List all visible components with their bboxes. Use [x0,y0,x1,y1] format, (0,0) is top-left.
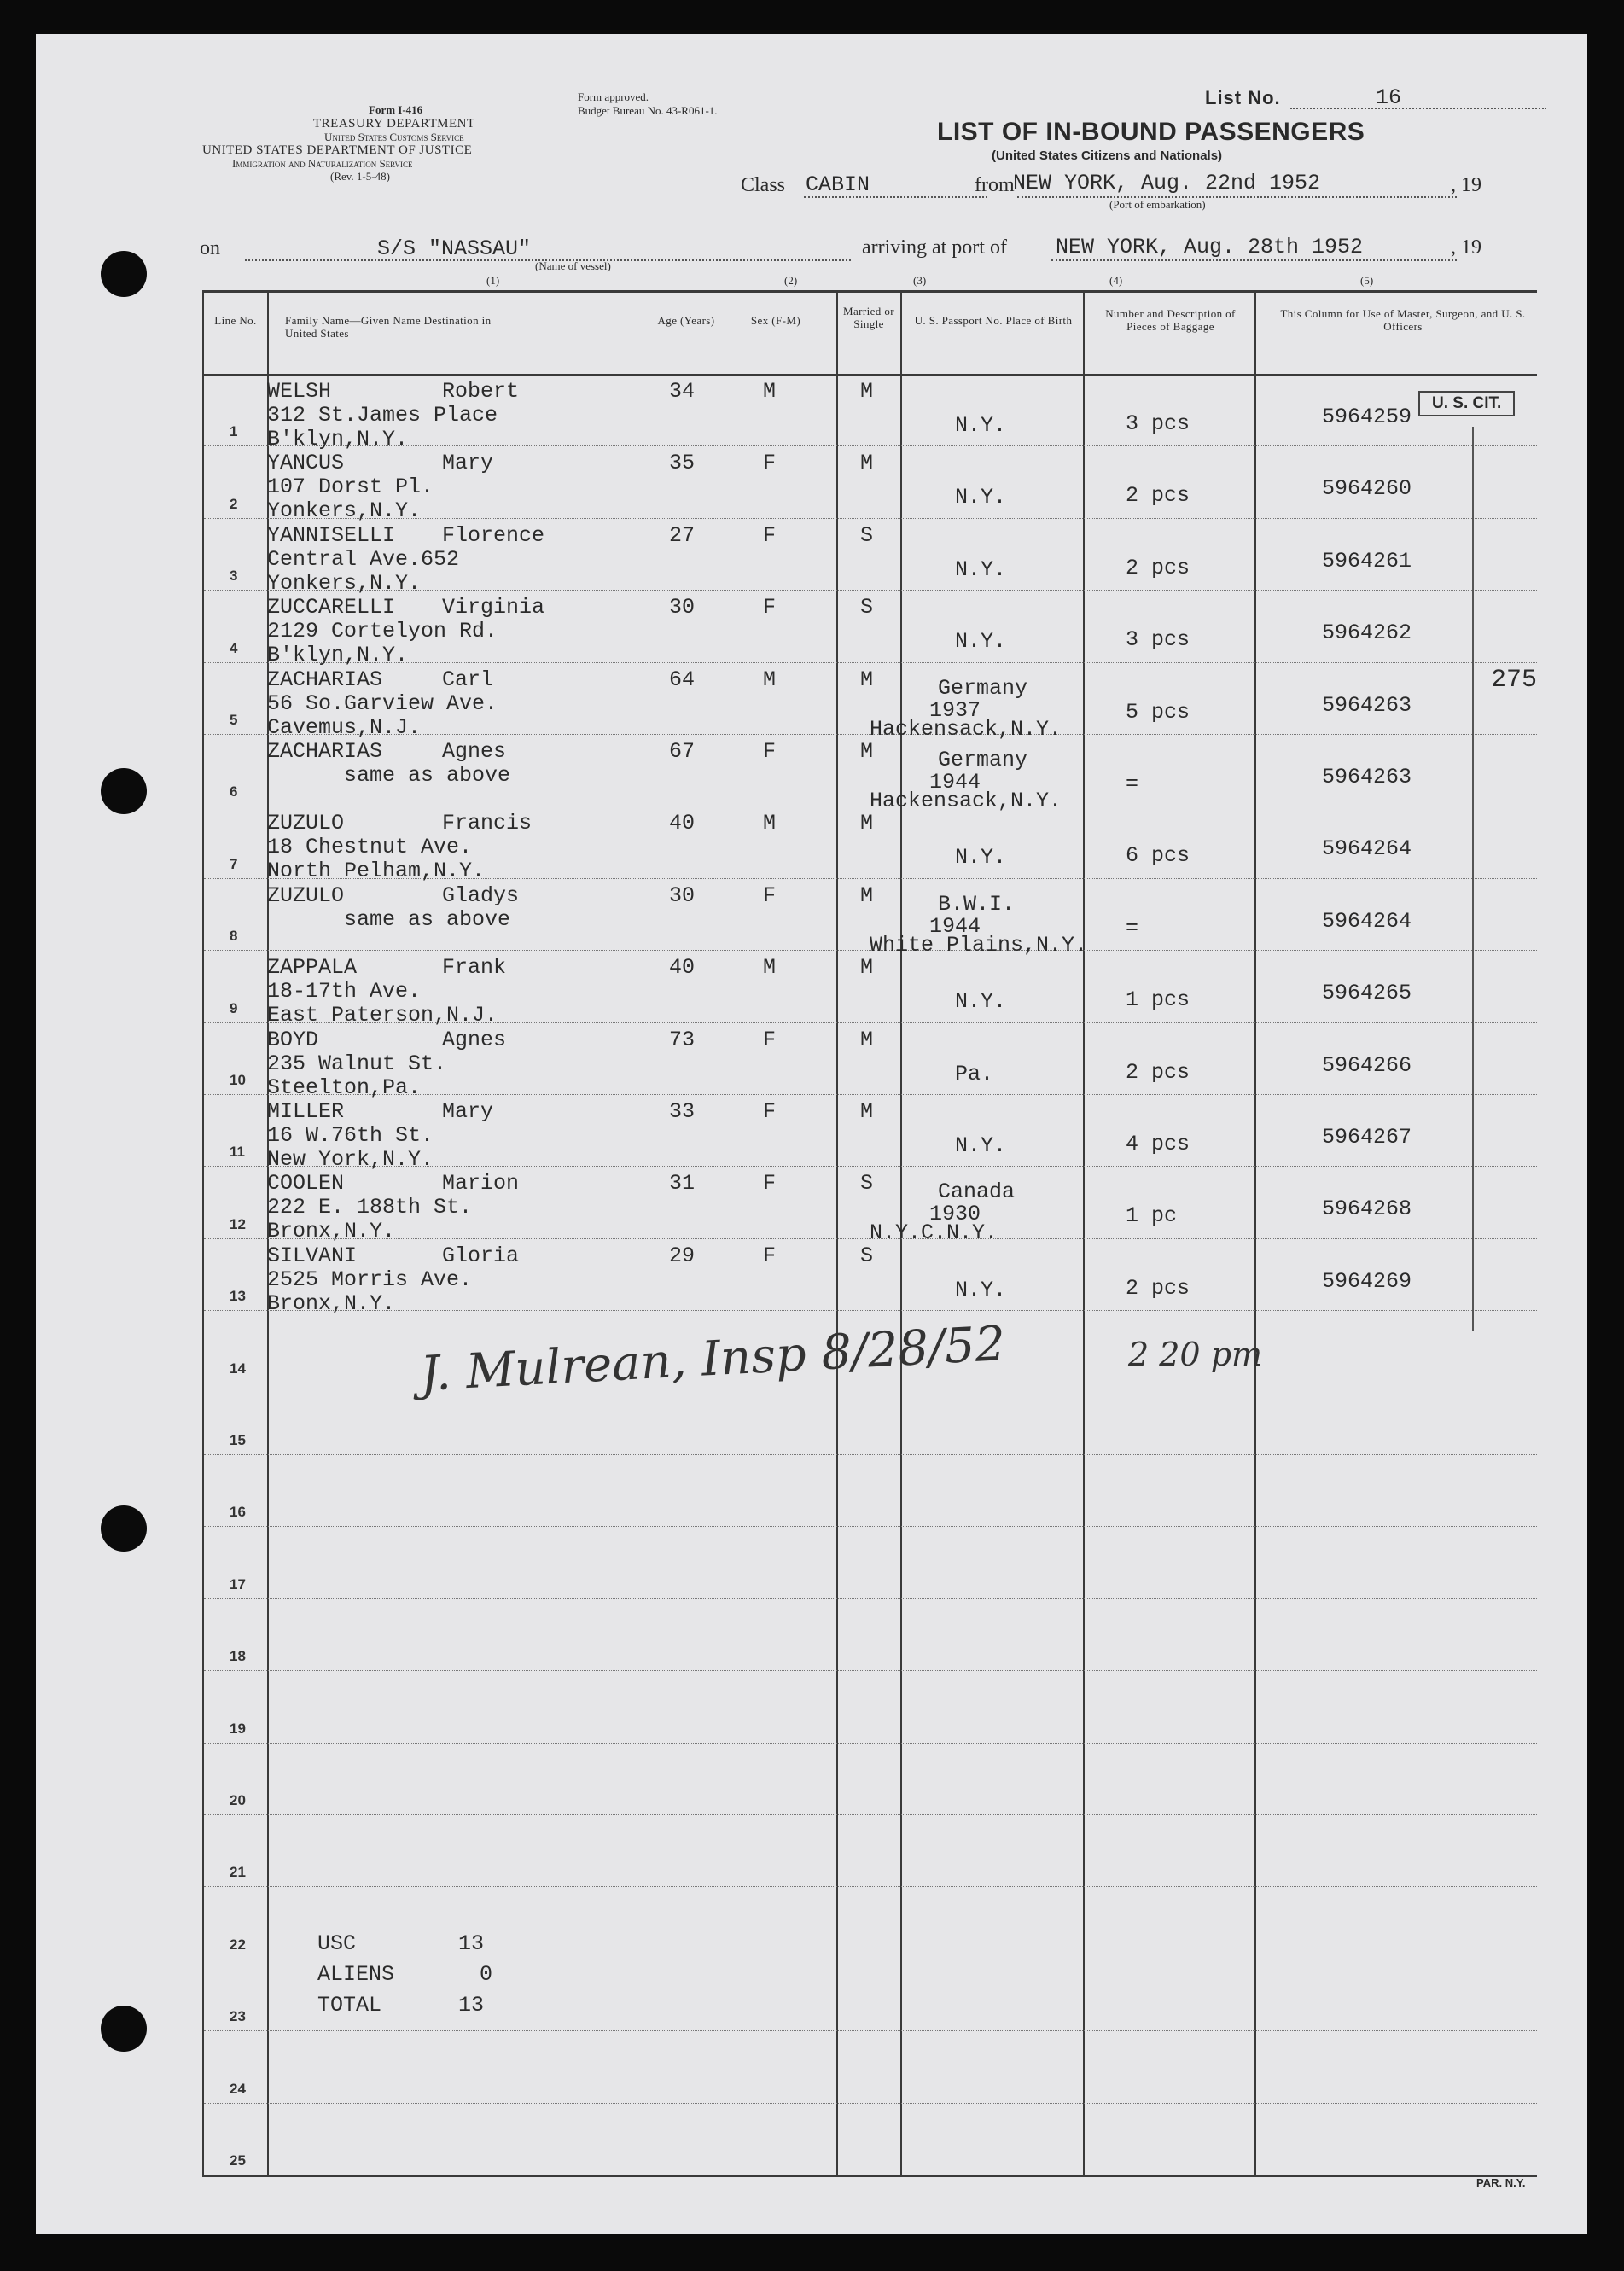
row-divider [204,2103,1537,2104]
margin-note: 275 [1491,666,1538,695]
age: 30 [669,882,696,908]
given-name: Robert [442,379,520,404]
age: 40 [669,955,696,981]
baggage: 2 pcs [1126,1059,1190,1085]
row-divider [204,1454,1537,1455]
total-row-total: TOTAL 13 [317,1993,485,2018]
age: 33 [669,1099,696,1124]
family-name: ZAPPALA [267,955,358,981]
sex: F [763,451,777,476]
col-num-1: (1) [486,274,500,287]
address-line-1: same as above [344,763,511,788]
passport-number: 5964264 [1322,836,1412,862]
address-line-2: Yonkers,N.Y. [267,570,422,596]
given-name: Agnes [442,1027,507,1052]
birth-city: N.Y.C.N.Y. [870,1220,998,1246]
birth-city: Hackensack,N.Y. [870,716,1062,742]
page-subtitle: (United States Citizens and Nationals) [992,148,1223,163]
marital-status: M [860,451,874,476]
marital-status: M [860,739,874,764]
baggage: 2 pcs [1126,1275,1190,1301]
line-number: 22 [230,1936,246,1953]
totals-block [317,1929,492,2021]
col-num-4: (4) [1109,274,1123,287]
family-name: ZUZULO [267,882,345,908]
sex: F [763,882,777,908]
col-married: Married or Single [843,305,894,330]
marital-status: M [860,1099,874,1124]
line-number: 24 [230,2080,246,2097]
birth-place: N.Y. [955,485,1007,510]
baggage: 5 pcs [1126,699,1190,725]
col-num-3: (3) [913,274,927,287]
sex: F [763,739,777,764]
passport-number: 5964261 [1322,548,1412,574]
line-number: 20 [230,1792,246,1808]
birth-place: Pa. [955,1061,994,1086]
on-label: on [200,237,220,259]
family-name: ZUCCARELLI [267,595,396,620]
family-name: ZUZULO [267,811,345,836]
sex: M [763,955,777,981]
age: 31 [669,1171,696,1197]
row-divider [204,1598,1537,1599]
marital-status: M [860,955,874,981]
baggage: 1 pcs [1126,987,1190,1013]
birth-year: 1937 [929,697,981,723]
family-name: ZACHARIAS [267,739,383,764]
address-line-1: 222 E. 188th St. [267,1195,473,1220]
col-baggage: Number and Description of Pieces of Baggage [1105,307,1236,333]
list-no-label: List No. [1205,87,1281,108]
sex: F [763,1027,777,1052]
address-line-1: Central Ave.652 [267,546,460,572]
age: 40 [669,811,696,836]
baggage: 3 pcs [1126,627,1190,653]
class-value: CABIN [806,172,870,197]
form-approved: Form approved. [578,90,649,103]
row-divider [204,1743,1537,1744]
address-line-2: Steelton,Pa. [267,1074,422,1100]
given-name: Frank [442,955,507,981]
justice-dept: UNITED STATES DEPARTMENT OF JUSTICE [202,143,473,157]
from-label: from [975,174,1015,196]
line-number: 16 [230,1504,246,1521]
address-line-1: 2525 Morris Ave. [267,1267,473,1292]
line-number: 21 [230,1864,246,1881]
col-num-5: (5) [1360,274,1374,287]
manifest-page [36,34,1587,2234]
line-number: 4 [230,639,238,656]
baggage: = [1126,915,1139,940]
ins-service: Immigration and Naturalization Service [232,157,413,170]
sex: M [763,811,777,836]
family-name: YANCUS [267,451,345,476]
line-number: 8 [230,928,238,945]
line-number: 11 [230,1144,245,1161]
punch-hole [101,2006,147,2052]
given-name: Mary [442,1099,494,1124]
col-age: Age (Years) [657,314,715,327]
passport-number: 5964267 [1322,1125,1412,1150]
baggage: 2 pcs [1126,555,1190,580]
passport-number: 5964265 [1322,981,1412,1006]
birth-place: N.Y. [955,845,1007,871]
marital-status: M [860,811,874,836]
passport-number: 5964266 [1322,1052,1412,1078]
marital-status: S [860,1243,874,1268]
revision: (Rev. 1-5-48) [330,170,390,183]
birth-place: Germany [938,748,1028,772]
line-number: 14 [230,1360,246,1377]
line-number: 2 [230,495,238,512]
birth-place: Germany [938,675,1028,701]
class-label: Class [741,174,786,196]
col-name: Family Name—Given Name Destination in United States [285,314,492,340]
address-line-1: 56 So.Garview Ave. [267,690,498,716]
given-name: Gladys [442,882,520,908]
address-line-2: New York,N.Y. [267,1147,434,1172]
passport-number: 5964259 [1322,405,1412,429]
col-passport: U. S. Passport No. Place of Birth [914,314,1073,327]
given-name: Virginia [442,595,545,620]
family-name: SILVANI [267,1243,358,1268]
row-divider [204,2030,1537,2031]
budget-bureau: Budget Bureau No. 43-R061-1. [578,104,718,117]
given-name: Agnes [442,739,507,764]
passport-number: 5964263 [1322,692,1412,718]
line-number: 13 [230,1288,246,1305]
family-name: YANNISELLI [267,522,396,548]
row-divider [204,1526,1537,1527]
age: 30 [669,595,696,620]
sex: F [763,595,777,620]
col-sex: Sex (F-M) [750,314,801,327]
address-line-1: 16 W.76th St. [267,1123,434,1148]
passport-number: 5964263 [1322,765,1412,789]
birth-place: N.Y. [955,413,1007,438]
signature-time: 2 20 pm [1128,1336,1263,1373]
marital-status: M [860,667,874,692]
punch-hole [101,1505,147,1552]
line-number: 12 [230,1215,246,1232]
punch-hole [101,251,147,297]
sex: M [763,667,777,692]
passport-number: 5964262 [1322,620,1412,646]
family-name: COOLEN [267,1171,345,1197]
total-row-usc: USC 13 [317,1931,485,1956]
treasury-dept: TREASURY DEPARTMENT [313,117,475,131]
birth-place: Canada [938,1179,1016,1205]
vessel-caption: (Name of vessel) [535,259,611,272]
marital-status: M [860,882,874,908]
age: 67 [669,739,696,764]
baggage: = [1126,772,1139,796]
baggage: 6 pcs [1126,843,1190,869]
passport-number: 5964268 [1322,1197,1412,1222]
address-line-1: 107 Dorst Pl. [267,475,434,500]
given-name: Mary [442,451,494,476]
address-line-2: North Pelham,N.Y. [267,859,486,884]
sex: F [763,522,777,548]
address-line-2: East Paterson,N.J. [267,1003,498,1028]
passport-number: 5964269 [1322,1268,1412,1294]
punch-hole [101,768,147,814]
form-number: Form I-416 [369,103,423,116]
year-suffix: , 19 [1451,174,1481,196]
vessel-name: S/S "NASSAU" [377,236,532,261]
birth-year: 1944 [929,770,981,795]
baggage: 3 pcs [1126,411,1190,436]
total-row-aliens: ALIENS 0 [317,1962,493,1987]
address-line-1: 312 St.James Place [267,403,498,428]
col-num-2: (2) [784,274,798,287]
birth-year: 1930 [929,1202,981,1227]
family-name: BOYD [267,1027,319,1052]
birth-place: N.Y. [955,1277,1007,1302]
birth-city: Hackensack,N.Y. [870,789,1062,813]
line-number: 3 [230,568,238,585]
inspector-signature: J. Mulrean, Insp 8/28/52 [418,1316,1007,1402]
line-number: 18 [230,1648,246,1665]
passport-number: 5964264 [1322,908,1412,934]
age: 73 [669,1027,696,1052]
row-divider [204,1670,1537,1671]
arrival-port: NEW YORK, Aug. 28th 1952 [1056,235,1364,259]
list-no-value: 16 [1376,85,1402,110]
passport-number: 5964260 [1322,476,1412,502]
sex: F [763,1243,777,1268]
line-number: 6 [230,783,238,801]
line-number: 7 [230,855,238,872]
address-line-1: 235 Walnut St. [267,1051,447,1076]
age: 35 [669,451,696,476]
marital-status: M [860,379,874,404]
age: 29 [669,1243,696,1268]
given-name: Carl [442,667,494,692]
address-line-2: B'klyn,N.Y. [267,427,409,451]
marital-status: S [860,522,874,548]
sex: F [763,1171,777,1197]
printer-mark: PAR. N.Y. [1476,2176,1526,2189]
sex: F [763,1099,777,1124]
address-line-1: 18-17th Ave. [267,979,422,1004]
marital-status: S [860,595,874,620]
age: 27 [669,522,696,548]
address-line-1: 2129 Cortelyon Rd. [267,619,498,644]
address-line-2: B'klyn,N.Y. [267,643,409,668]
line-number: 15 [230,1432,246,1448]
given-name: Gloria [442,1243,520,1268]
birth-place: B.W.I. [938,891,1016,917]
address-line-2: Bronx,N.Y. [267,1219,396,1244]
birth-city: White Plains,N.Y. [870,932,1088,958]
col-line-no: Line No. [214,314,257,327]
family-name: MILLER [267,1099,345,1124]
embarkation-caption: (Port of embarkation) [1109,198,1206,211]
line-number: 17 [230,1575,246,1593]
age: 64 [669,667,696,692]
embarkation-port: NEW YORK, Aug. 22nd 1952 [1013,171,1321,195]
row-divider [204,1814,1537,1815]
sex: M [763,379,777,404]
year-suffix-2: , 19 [1451,236,1481,259]
row-divider [204,1886,1537,1887]
line-number: 23 [230,2008,246,2025]
age: 34 [669,379,696,404]
baggage: 1 pc [1126,1203,1178,1229]
given-name: Florence [442,522,545,548]
line-number: 25 [230,2152,246,2169]
customs-service: United States Customs Service [324,131,464,143]
given-name: Francis [442,811,533,836]
line-number: 9 [230,999,238,1016]
baggage: 4 pcs [1126,1132,1190,1156]
birth-place: N.Y. [955,989,1007,1015]
address-line-1: same as above [344,906,511,932]
birth-year: 1944 [929,913,981,939]
manifest-table [202,290,1537,2177]
us-citizen-stamp: U. S. CIT. [1418,391,1515,416]
line-number: 10 [230,1072,246,1088]
row-divider [204,1310,1537,1311]
arriving-label: arriving at port of [862,236,1007,259]
family-name: ZACHARIAS [267,667,383,692]
line-number: 19 [230,1720,246,1737]
baggage: 2 pcs [1126,483,1190,509]
address-line-2: Cavemus,N.J. [267,714,422,740]
line-number: 1 [230,423,238,440]
line-number: 5 [230,712,238,728]
address-line-2: Bronx,N.Y. [267,1290,396,1316]
birth-place: N.Y. [955,1133,1007,1158]
birth-place: N.Y. [955,556,1007,582]
marital-status: M [860,1027,874,1052]
given-name: Marion [442,1171,520,1197]
family-name: WELSH [267,379,332,404]
col-officers: This Column for Use of Master, Surgeon, and U. S. Officers [1280,307,1526,333]
marital-status: S [860,1171,874,1197]
page-title: LIST OF IN-BOUND PASSENGERS [937,118,1365,146]
birth-place: N.Y. [955,629,1007,655]
address-line-1: 18 Chestnut Ave. [267,835,473,860]
address-line-2: Yonkers,N.Y. [267,498,422,524]
